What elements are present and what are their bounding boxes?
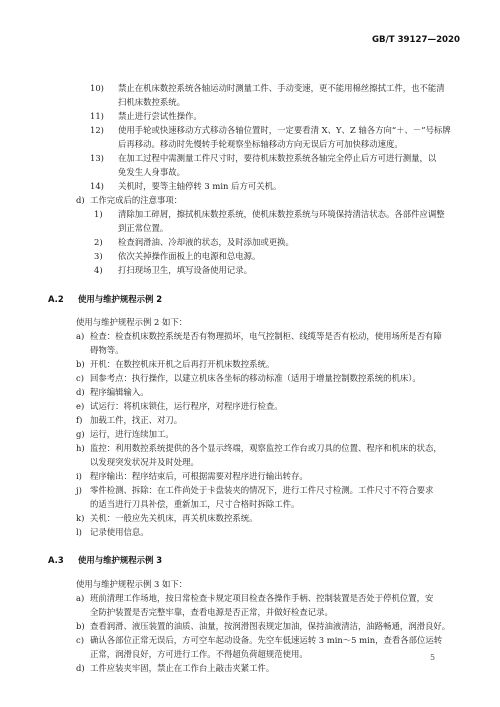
item-marker: l) [76, 527, 82, 537]
section-intro: 使用与维护规程示例 3 如下： [76, 579, 188, 589]
list-item-line: 关机时，要等主轴停转 3 min 后方可关机。 [118, 181, 282, 191]
list-item-line: 全防护装置是否完整牢靠，查看电源是否正常，并做好检查记录。 [90, 607, 333, 617]
standard-code-header: GB/T 39127—2020 [371, 35, 460, 45]
item-marker: 10) [90, 83, 104, 93]
list-item-line: 试运行：将机床锁住，运行程序，对程序进行检查。 [90, 401, 283, 411]
section-intro: 使用与维护规程示例 2 如下： [76, 317, 188, 327]
list-item-line: 检查：检查机床数控系统是否有物理损坏，电气控制柜、线缆等是否有松动，使用场所是否有障 [90, 331, 442, 341]
list-item-line: 加载工件，找正、对刀。 [90, 415, 183, 425]
item-marker: i) [76, 471, 82, 481]
list-item-line: 免发生人身事故。 [118, 167, 185, 177]
list-item-line: 工件应装夹牢固，禁止在工作台上敲击夹紧工件。 [90, 663, 275, 673]
item-marker: 3) [94, 251, 103, 261]
item-marker: b) [76, 359, 85, 369]
item-marker: a) [76, 331, 85, 341]
item-marker: a) [76, 593, 85, 603]
list-item-line: 禁止在机床数控系统各轴运动时测量工件、手动变速，更不能用棉丝擦拭工件，也不能清 [118, 83, 445, 93]
item-marker: k) [76, 513, 85, 523]
list-item-line: 记录使用信息。 [90, 527, 149, 537]
list-item-line: 禁止进行尝试性操作。 [118, 111, 202, 121]
list-item-line: 零件检测、拆除：在工件尚处于卡盘装夹的情况下，进行工件尺寸检测。工件尺寸不符合要求 [90, 485, 434, 495]
list-item-line: 正常，润滑良好，方可进行工作。不得超负荷超规范使用。 [90, 649, 308, 659]
section-title: 使用与维护规程示例 3 [78, 555, 163, 565]
list-item-line: 在加工过程中需测量工件尺寸时，要待机床数控系统各轴完全停止后方可进行测量，以 [118, 153, 437, 163]
section-number: A.3 [48, 555, 64, 565]
list-item-line: 以发现突发状况并及时处理。 [90, 457, 199, 467]
item-marker: 2) [94, 237, 103, 247]
list-item-line: 使用手轮或快速移动方式移动各轴位置时，一定要看清 X、Y、Z 轴各方向“＋、－”号标牌 [118, 125, 451, 135]
item-marker: 11) [90, 111, 104, 121]
list-item-line: 监控：利用数控系统提供的各个显示终端，观察监控工作台或刀具的位置、程序和机床的状态， [90, 443, 442, 453]
list-item-line: 的适当进行刀具补偿，重新加工，尺寸合格时拆除工件。 [90, 499, 300, 509]
list-item-line: 到正常位置。 [118, 223, 169, 233]
item-marker: 13) [90, 153, 104, 163]
list-item-line: 程序编辑输入。 [90, 387, 149, 397]
list-item-line: 清除加工碎屑，擦拭机床数控系统，使机床数控系统与环境保持清洁状态。各部件应调整 [118, 209, 445, 219]
item-marker: 14) [90, 181, 104, 191]
list-item-line: 运行，进行连续加工。 [90, 429, 174, 439]
list-item-line: 班前清理工作场地，按日常检查卡规定项目检查各操作手柄、控制装置是否处于停机位置，安 [90, 593, 434, 603]
list-item-line: 碍物等。 [90, 345, 124, 355]
item-marker: 12) [90, 125, 104, 135]
section-heading-a2 [48, 293, 162, 305]
list-item-line: 确认各部位正常无误后，方可空车起动设备。先空车低速运转 3 min～5 min，查看各部位运转 [90, 635, 443, 645]
item-marker: j) [76, 485, 82, 495]
section-heading-a3 [48, 554, 162, 566]
item-marker: d) [76, 195, 85, 205]
list-item-line: 打扫现场卫生，填写设备使用记录。 [118, 265, 252, 275]
item-marker: 1) [94, 209, 103, 219]
item-marker: d) [76, 663, 85, 673]
item-marker: e) [76, 401, 85, 411]
list-item-line: 回参考点：执行操作，以建立机床各坐标的移动标准（适用于增量控制数控系统的机床）。 [90, 373, 421, 383]
list-item-line: 扫机床数控系统。 [118, 97, 185, 107]
section-number: A.2 [48, 294, 64, 304]
list-item-line: 程序输出：程序结束后，可根据需要对程序进行输出转存。 [90, 471, 308, 481]
item-marker: g) [76, 429, 85, 439]
section-title: 使用与维护规程示例 2 [78, 294, 163, 304]
item-marker: f) [76, 415, 83, 425]
list-item-line: 查看润滑、液压装置的油质、油量，按润滑图表规定加油，保持油液清洁，油路畅通，润滑良好。 [90, 621, 451, 631]
item-marker: c) [76, 635, 84, 645]
item-marker: c) [76, 373, 84, 383]
item-marker: d) [76, 387, 85, 397]
list-item-line: 关机：一般应先关机床，再关机床数控系统。 [90, 513, 258, 523]
item-marker: b) [76, 621, 85, 631]
list-item-line: 后再移动。移动时先慢转手轮观察坐标轴移动方向无误后方可加快移动速度。 [118, 139, 403, 149]
list-item-line: 依次关掉操作面板上的电源和总电源。 [118, 251, 261, 261]
list-item-text: 工作完成后的注意事项： [90, 195, 183, 205]
item-marker: h) [76, 443, 85, 453]
item-marker: 4) [94, 265, 103, 275]
list-item-line: 检查润滑油、冷却液的状态，及时添加或更换。 [118, 237, 294, 247]
page-number: 5 [430, 653, 436, 662]
list-item-line: 开机：在数控机床开机之后再打开机床数控系统。 [90, 359, 275, 369]
